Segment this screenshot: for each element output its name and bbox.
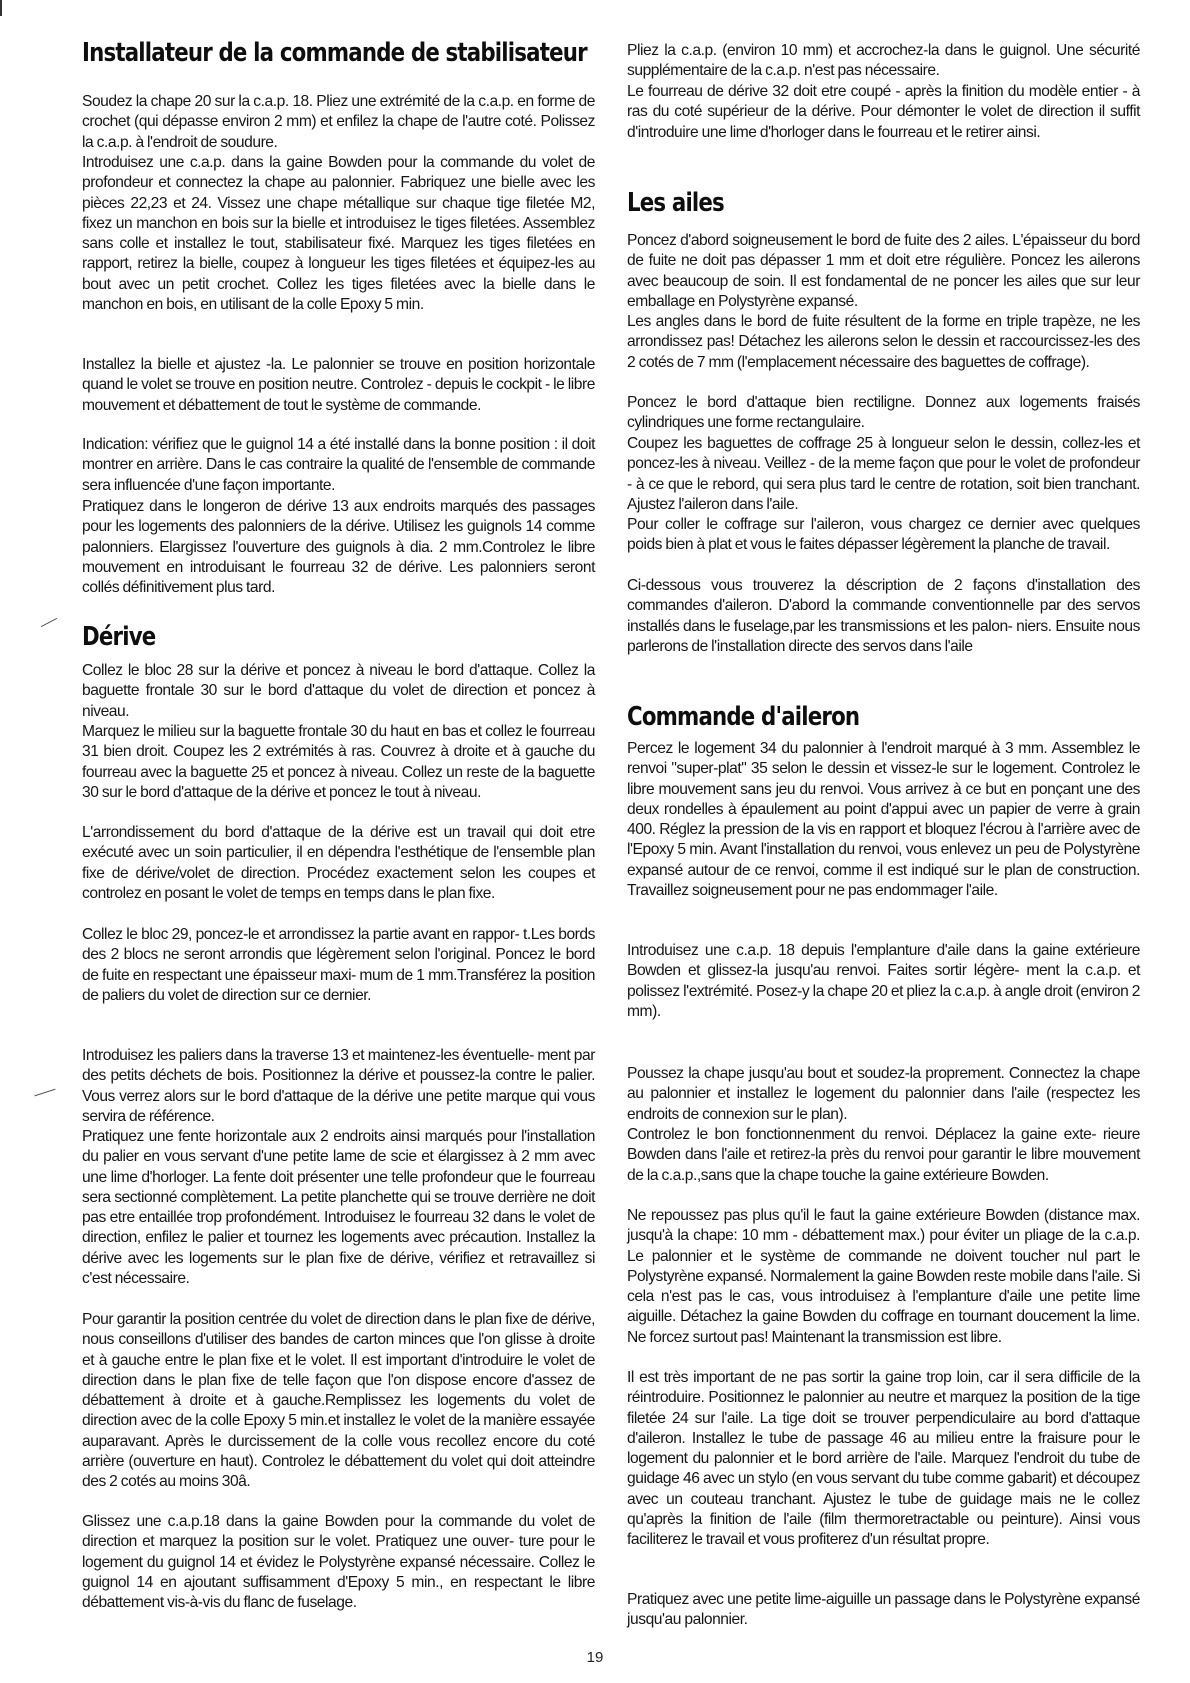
heading-installateur-commande-stabilisateur: Installateur de la commande de stabilisateur — [82, 38, 587, 68]
paragraph: Les angles dans le bord de fuite résultent de la forme en triple trapèze, ne les arrondissez pas! Détachez les ailerons selon le dessin et raccourcissez-les des 2 cotés de 7 mm (l'emplacement nécessaire des baguettes de coffrage). — [627, 313, 1140, 371]
paragraph: Poncez le bord d'attaque bien rectiligne. Donnez aux logements fraisés cylindriques une forme rectangulaire. — [627, 394, 1140, 432]
paragraph: L'arrondissement du bord d'attaque de la dérive est un travail qui doit etre exécuté avec un soin particulier, il en dépendra l'esthétique de l'ensemble plan fixe de dérive/volet de direction. Procédez exactement selon les coupes et controlez en posant le volet de temps en temps dans le plan fixe. — [82, 824, 595, 902]
paragraph: Introduisez une c.a.p. dans la gaine Bowden pour la commande du volet de profondeur et connectez la chape au palonnier. Fabriquez une bielle avec les pièces 22,23 et 24. Vissez une chape métallique sur chaque tige filetée M2, fixez un manchon en bois sur la bielle et introduisez le tiges filetées. Assemblez sans colle et installez le tout, stabilisateur fixé. Marquez les tiges filetées en rapport, retirez la bielle, coupez à longueur les tiges filetées et équipez-les au bout avec un petit crochet. Collez les tiges filetées avec la bielle dans le manchon en bois, en utilisant de la colle Epoxy 5 min. — [82, 154, 595, 314]
scan-edge-mark — [0, 0, 2, 16]
paragraph: Poussez la chape jusqu'au bout et soudez-la proprement. Connectez la chape au palonnier et installez le logement du palonnier dans l'aile (respectez les endroits de connexion sur le plan). — [627, 1065, 1140, 1123]
heading-derive: Dérive — [82, 622, 156, 652]
paragraph: Indication: vérifiez que le guignol 14 a été installé dans la bonne position : il doit montrer en arrière. Dans le cas contraire la qualité de l'ensemble de commande sera influencée d'une façon importante. — [82, 436, 595, 494]
margin-mark — [41, 618, 57, 627]
paragraph: Ci-dessous vous trouverez la déscription de 2 façons d'installation des commandes d'aileron. D'abord la commande conventionnelle par des servos installés dans le fuselage,par les transmissions et les palon- niers. Ensuite nous parlerons de l'installation directe des servos dans l'aile — [627, 577, 1140, 655]
paragraph: Glissez une c.a.p.18 dans la gaine Bowden pour la commande du volet de direction et marquez la position sur le volet. Pratiquez une ouver- ture pour le logement du guignol 14 et évidez le Polystyrène expansé nécessaire. Collez le guignol 14 en ajoutant suffisamment d'Epoxy 5 min., en respectant le libre débattement vis-à-vis du flanc de fuselage. — [82, 1513, 595, 1612]
paragraph: Marquez le milieu sur la baguette frontale 30 du haut en bas et collez le fourreau 31 bien droit. Coupez les 2 extrémités à ras. Couvrez à droite et à gauche du fourreau avec la baguette 25 et poncez à niveau. Collez un reste de la baguette 30 sur le bord d'attaque de la dérive et poncez le tout à niveau. — [82, 723, 595, 801]
heading-commande-aileron: Commande d'aileron — [627, 702, 860, 732]
paragraph: Collez le bloc 28 sur la dérive et poncez à niveau le bord d'attaque. Collez la baguette frontale 30 sur le bord d'attaque du volet de direction et poncez à niveau. — [82, 662, 595, 720]
paragraph: Introduisez une c.a.p. 18 depuis l'emplanture d'aile dans la gaine extérieure Bowden et glissez-la jusqu'au renvoi. Faites sortir légère- ment la c.a.p. et polissez l'extrémité. Posez-y la chape 20 et pliez la c.a.p. à angle droit (environ 2 mm). — [627, 942, 1140, 1020]
paragraph: Introduisez les paliers dans la traverse 13 et maintenez-les éventuelle- ment par des petits déchets de bois. Positionnez la dérive et poussez-la contre le palier. Vous verrez alors sur le bord d'attaque de la dérive une petite marque qui vous servira de référence. — [82, 1047, 595, 1125]
page-number: 19 — [586, 1649, 604, 1666]
paragraph: Ne repoussez pas plus qu'il le faut la gaine extérieure Bowden (distance max. jusqu'à la chape: 10 mm - débattement max.) pour éviter un pliage de la c.a.p. Le palonnier et le système de commande ne doivent toucher nul part le Polystyrène expansé. Normalement la gaine Bowden reste mobile dans l'aile. Si cela n'est pas le cas, vous introduisez à l'emplanture d'aile une petite lime aiguille. Détachez la gaine Bowden du coffrage en tournant doucement la lime. Ne forcez surtout pas! Maintenant la transmission est libre. — [627, 1207, 1140, 1346]
paragraph: Soudez la chape 20 sur la c.a.p. 18. Pliez une extrémité de la c.a.p. en forme de crochet (qui dépasse environ 2 mm) et enfilez la chape de l'autre coté. Polissez la c.a.p. à l'endroit de soudure. — [82, 93, 595, 151]
paragraph: Pratiquez une fente horizontale aux 2 endroits ainsi marqués pour l'installation du palier en vous servant d'une petite lame de scie et élargissez à 2 mm avec une lime d'horloger. La fente doit présenter une telle profondeur que le fourreau sera sectionné complètement. La petite planchette qui se trouve derrière ne doit pas etre entaillée trop profondément. Introduisez le fourreau 32 dans le volet de direction, enfilez le palier et tournez les logements avec précaution. Installez la dérive avec les logements sur le plan fixe de dérive, vérifiez et retravaillez si c'est nécessaire. — [82, 1128, 595, 1288]
margin-mark — [34, 1089, 55, 1097]
paragraph: Pour coller le coffrage sur l'aileron, vous chargez ce dernier avec quelques poids bien à plat et vous le faites dépasser légèrement la planche de travail. — [627, 516, 1140, 554]
paragraph: Controlez le bon fonctionnenment du renvoi. Déplacez la gaine exte- rieure Bowden dans l'aile et retirez-la près du renvoi pour garantir le libre mouvement de la c.a.p.,sans que la chape touche la gaine extérieure Bowden. — [627, 1126, 1140, 1184]
paragraph: Collez le bloc 29, poncez-le et arrondissez la partie avant en rappor- t.Les bords des 2 blocs ne seront arrondis que légèrement selon l'original. Poncez le bord de fuite en respectant une épaisseur maxi- mum de 1 mm.Transférez la position de paliers du volet de direction sur ce dernier. — [82, 926, 595, 1004]
paragraph: Coupez les baguettes de coffrage 25 à longueur selon le dessin, collez-les et poncez-les à niveau. Veillez - de la meme façon que pour le volet de profondeur - à ce que le rebord, qui sera plus tard le centre de rotation, soit bien tranchant. Ajustez l'aileron dans l'aile. — [627, 435, 1140, 513]
paragraph: Pliez la c.a.p. (environ 10 mm) et accrochez-la dans le guignol. Une sécurité supplémentaire de la c.a.p. n'est pas nécessaire. — [627, 42, 1140, 80]
paragraph: Il est très important de ne pas sortir la gaine trop loin, car il sera difficile de la réintroduire. Positionnez le palonnier au neutre et marquez la position de la tige filetée 24 sur l'aile. La tige doit se trouver perpendiculaire au bord d'attaque d'aileron. Installez le tube de passage 46 au milieu entre la fraisure pour le logement du palonnier et le bord arrière de l'aile. Marquez l'endroit du tube de guidage 46 avec un stylo (en vous servant du tube comme gabarit) et découpez avec un couteau tranchant. Ajustez le tube de guidage mais ne le collez qu'après la finition de l'aile (film thermoretractable ou peinture). Ainsi vous faciliterez le travail et vous profiterez d'un résultat propre. — [627, 1369, 1140, 1549]
paragraph: Percez le logement 34 du palonnier à l'endroit marqué à 3 mm. Assemblez le renvoi "super-plat" 35 selon le dessin et vissez-le sur le logement. Controlez le libre mouvement sans jeu du renvoi. Vous arrivez à ce but en ponçant une des deux rondelles à épaulement au point d'appui avec un papier de verre à grain 400. Réglez la pression de la vis en rapport et bloquez l'écrou à l'arrière avec de l'Epoxy 5 min. Avant l'installation du renvoi, vous enlevez un peu de Polystyrène expansé autour de ce renvoi, comme il est indiqué sur le plan de construction. Travaillez soigneusement pour ne pas endommager l'aile. — [627, 740, 1140, 900]
paragraph: Pour garantir la position centrée du volet de direction dans le plan fixe de dérive, nous conseillons d'utiliser des bandes de carton minces que l'on glisse à droite et à gauche entre le plan fixe et le volet. Il est important d'introduire le volet de direction dans le plan fixe de telle façon que l'on dispose encore d'assez de débattement à droite et à gauche.Remplissez les logements du volet de direction avec de la colle Epoxy 5 min.et installez le volet de la manière essayée auparavant. Après le durcissement de la colle vous recollez encore du coté arrière (ouverture en haut). Controlez le débattement du volet qui doit atteindre des 2 cotés au moins 30â. — [82, 1311, 595, 1491]
paragraph: Installez la bielle et ajustez -la. Le palonnier se trouve en position horizontale quand le volet se trouve en position neutre. Controlez - depuis le cockpit - le libre mouvement et débattement de tout le système de commande. — [82, 356, 595, 414]
paragraph: Poncez d'abord soigneusement le bord de fuite des 2 ailes. L'épaisseur du bord de fuite ne doit pas dépasser 1 mm et doit etre régulière. Poncez les ailerons avec beaucoup de soin. Il est fondamental de ne poncer les ailes que sur leur emballage en Polystyrène expansé. — [627, 232, 1140, 310]
paragraph: Pratiquez dans le longeron de dérive 13 aux endroits marqués des passages pour les logements des palonniers de la dérive. Utilisez les guignols 14 comme palonniers. Elargissez l'ouverture des guignols à dia. 2 mm.Controlez le libre mouvement en introduisant le fourreau 32 de dérive. Les palonniers seront collés définitivement plus tard. — [82, 498, 595, 597]
paragraph: Pratiquez avec une petite lime-aiguille un passage dans le Polystyrène expansé jusqu'au palonnier. — [627, 1591, 1140, 1629]
paragraph: Le fourreau de dérive 32 doit etre coupé - après la finition du modèle entier - à ras du coté supérieur de la dérive. Pour démonter le volet de direction il suffit d'introduire une lime d'horloger dans le fourreau et le retirer ainsi. — [627, 83, 1140, 141]
heading-les-ailes: Les ailes — [627, 188, 724, 218]
